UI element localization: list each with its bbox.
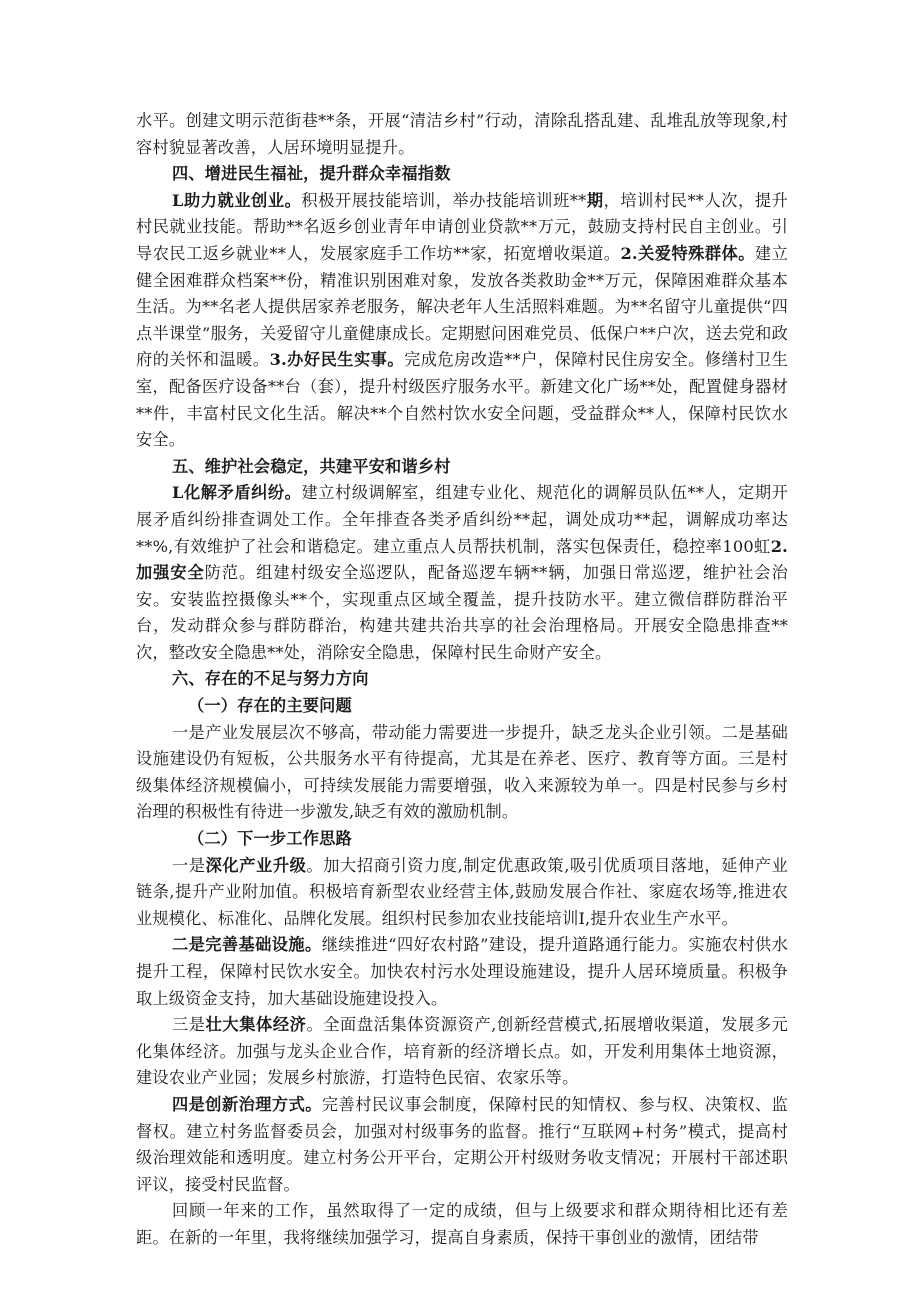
text-run: 建立健全困难群众档案**份，精准识别困难对象，发放各类救助金**万元，保障困难群众基本生活。为**名老人提供居家养老服务，解决老年人生活照料难题。为**名留守儿童提供“四点半课堂”服务，关爱留守儿童健康成长。定期慰问困难党员、低保户**户次，送去党和政府的关怀和温暖。: [136, 243, 789, 370]
subsection-heading: [136, 826, 788, 853]
bold-run: 2.关爱特殊群体。: [620, 243, 755, 263]
bold-run: 壮大集体经济: [205, 1015, 307, 1035]
body-paragraph: [136, 932, 788, 1012]
text-run: 六、存在的不足与努力方向: [172, 669, 369, 689]
text-run: （二）下一步工作思路: [188, 829, 352, 849]
section-heading: [136, 161, 788, 188]
document-body: [136, 108, 788, 1252]
bold-run: 3.办好民生实事。: [269, 350, 405, 370]
body-paragraph: [136, 480, 788, 666]
text-run: 回顾一年来的工作，虽然取得了一定的成绩，但与上级要求和群众期待相比还有差距。在新的一年里，我将继续加强学习，提高自身素质，保持干事创业的激情，团结带: [136, 1201, 788, 1247]
text-run: 。全面盘活集体资源资产,创新经营模式,拓展增收渠道，发展多元化集体经济。加强与龙头企业合作，培育新的经济增长点。如，开发利用集体土地资源，建设农业产业园；发展乡村旅游，打造特色民宿、农家乐等。: [136, 1015, 789, 1088]
bold-run: L化解矛盾纠纷。: [172, 483, 302, 503]
text-run: 继续推进“四好农村路”建设，提升道路通行能力。实施农村供水提升工程，保障村民饮水安全。加快农村污水处理设施建设，提升人居环境质量。积极争取上级资金支持，加大基础设施建设投入。: [136, 935, 788, 1008]
text-run: 水平。创建文明示范街巷**条，开展“清洁乡村”行动，清除乱搭乱建、乱堆乱放等现象,村容村貌显著改善，人居环境明显提升。: [136, 111, 788, 157]
text-run: 防范。组建村级安全巡逻队，配备巡逻车辆**辆，加强日常巡逻，维护社会治安。安装监控摄像头**个，实现重点区域全覆盖，提升技防水平。建立微信群防群治平台，发动群众参与群防群治，构建共建共治共享的社会治理格局。开展安全隐患排查**次，整改安全隐患**处，消除安全隐患，保障村民生命财产安全。: [136, 563, 788, 662]
text-run: 一是产业发展层次不够高，带动能力需要进一步提升，缺乏龙头企业引领。二是基础设施建设仍有短板，公共服务水平有待提高，尤其是在养老、医疗、教育等方面。三是村级集体经济规模偏小，可持续发展能力需要增强，收入来源较为单一。四是村民参与乡村治理的积极性有待进一步激发,缺乏有效的激励机制。: [136, 722, 788, 822]
body-paragraph: [136, 853, 788, 933]
text-run: 完善村民议事会制度，保障村民的知情权、参与权、决策权、监督权。建立村务监督委员会，加强对村级事务的监督。推行“互联网+村务”模式，提高村级治理效能和透明度。建立村务公开平台，定期公开村级财务收支情况；开展村干部述职评议，接受村民监督。: [136, 1094, 788, 1194]
text-run: 三是: [172, 1015, 206, 1035]
text-run: 五、维护社会稳定，共建平安和谐乡村: [172, 456, 451, 476]
body-paragraph: [136, 108, 788, 161]
body-paragraph: [136, 720, 788, 826]
text-run: ，培训村民**人次，提升村民就业技能。帮助**名返乡创业青年申请创业贷款**万元，鼓励支持村民自主创业。引导农民工返乡就业**人，发展家庭手工作坊**家，拓宽增收渠道。: [136, 190, 788, 263]
text-run: 建立村级调解室，组建专业化、规范化的调解员队伍**人，定期开展矛盾纠纷排查调处工作。全年排查各类矛盾纠纷**起，调处成功**起，调解成功率达**%,有效维护了社会和谐稳定。建立重点人员帮扶机制，落实包保责任，稳控率100虹: [136, 483, 788, 556]
bold-run: L助力就业创业。: [172, 190, 302, 210]
text-run: 一是: [172, 855, 206, 875]
bold-run: 期: [586, 190, 604, 210]
text-run: 。加大招商引资力度,制定优惠政策,吸引优质项目落地，延伸产业链条,提升产业附加值。积极培育新型农业经营主体,鼓励发展合作社、家庭农场等,推进农业规模化、标准化、品牌化发展。组织村民参加农业技能培训I,提升农业生产水平。: [136, 855, 789, 928]
body-paragraph: [136, 1012, 788, 1092]
text-run: 积极开展技能培训，举办技能培训班**: [301, 190, 587, 210]
bold-run: 深化产业升级: [205, 855, 307, 875]
bold-run: 四是创新治理方式。: [172, 1094, 322, 1114]
text-run: 四、增进民生福祉，提升群众幸福指数: [172, 164, 451, 184]
section-heading: [136, 666, 788, 693]
text-run: （一）存在的主要问题: [188, 696, 352, 716]
subsection-heading: [136, 693, 788, 720]
body-paragraph: [136, 188, 788, 454]
bold-run: 二是完善基础设施。: [172, 935, 322, 955]
section-heading: [136, 454, 788, 481]
bold-run: 2.加强安全: [136, 536, 788, 583]
text-run: 完成危房改造**户，保障村民住房安全。修缮村卫生室，配备医疗设备**台（套），提升村级医疗服务水平。新建文化广场**处，配置健身器材**件，丰富村民文化生活。解决**个自然村饮水安全问题，受益群众**人，保障村民饮水安全。: [136, 350, 788, 450]
body-paragraph: [136, 1092, 788, 1198]
body-paragraph: [136, 1198, 788, 1251]
